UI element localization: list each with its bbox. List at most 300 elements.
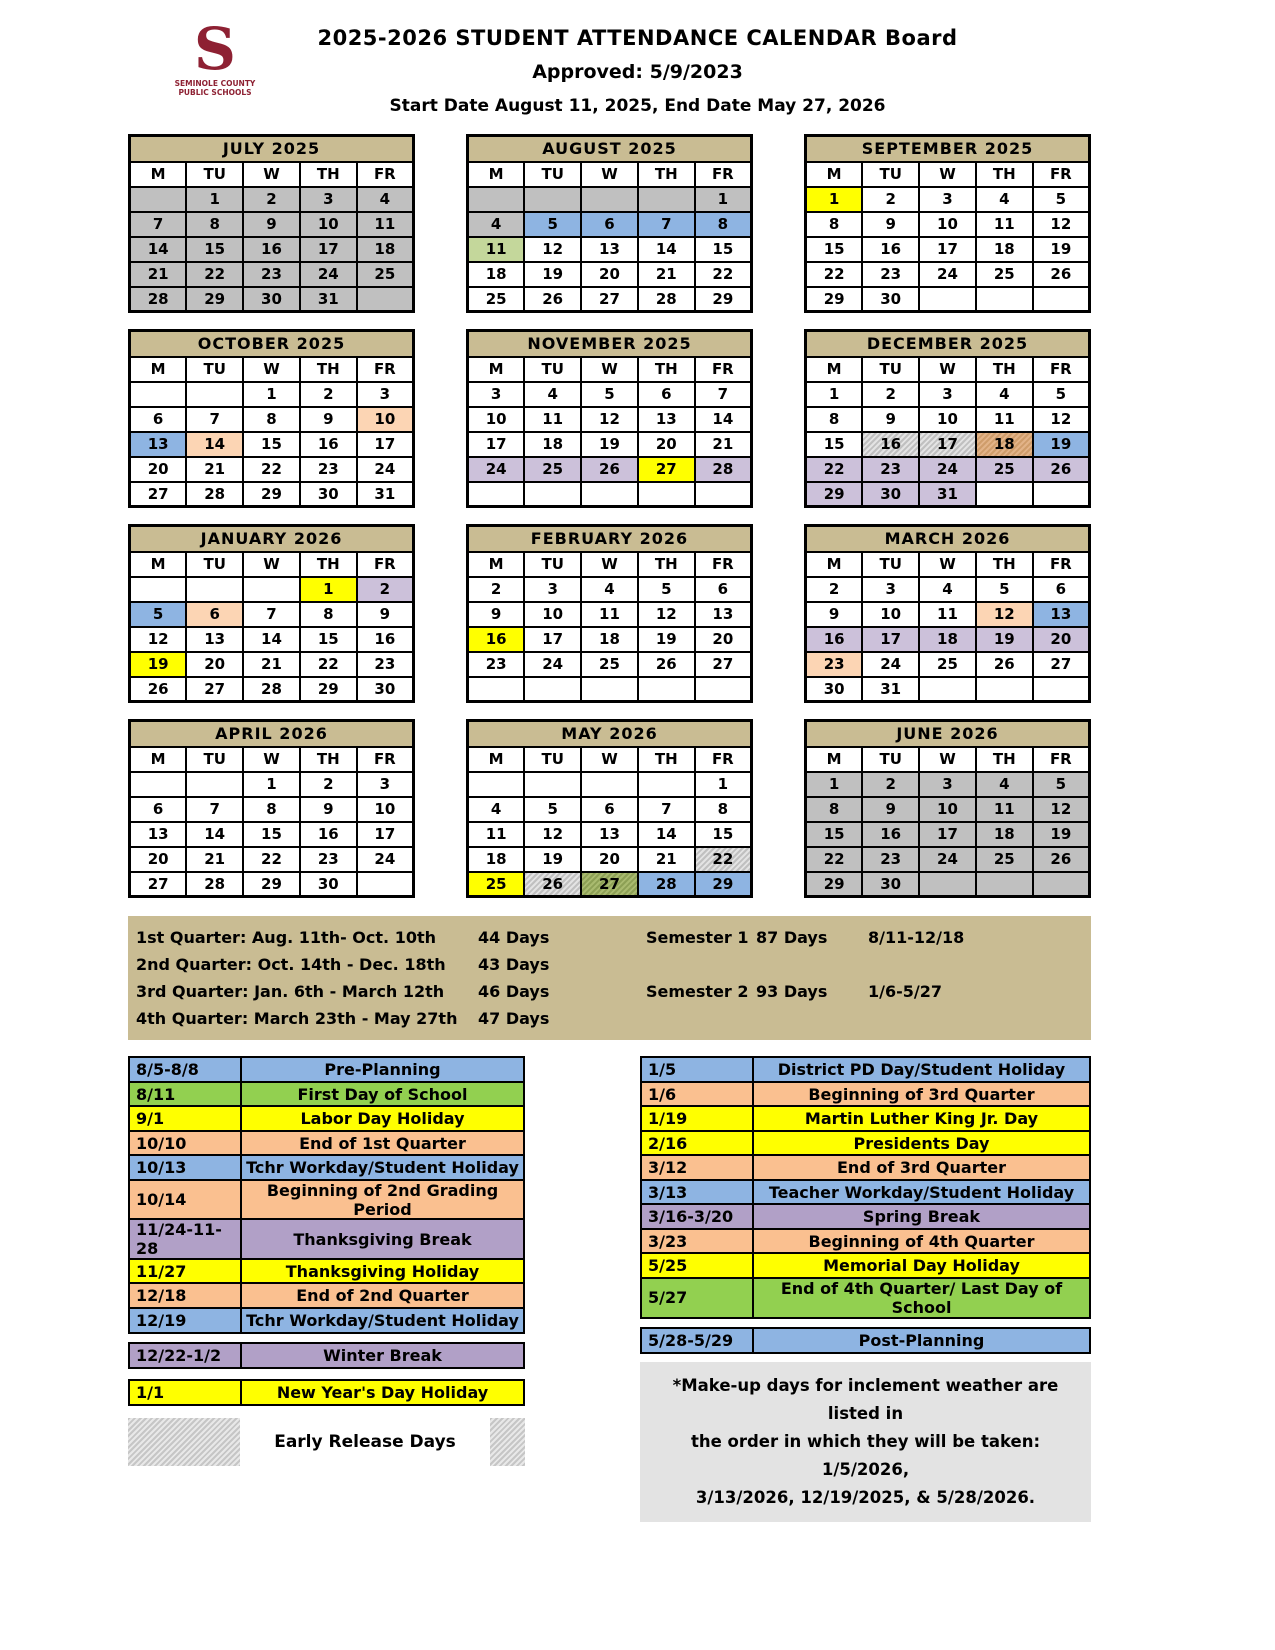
day-cell: 3 — [919, 382, 976, 407]
day-cell: 24 — [919, 847, 976, 872]
day-cell: 11 — [976, 212, 1033, 237]
day-cell-empty — [1033, 482, 1090, 507]
day-cell: 13 — [581, 237, 638, 262]
day-cell: 3 — [919, 772, 976, 797]
day-cell: 19 — [1033, 432, 1090, 457]
day-cell: 30 — [357, 677, 414, 702]
legend-row-beginning-of-4th-quarter — [640, 1228, 1091, 1255]
day-cell: 14 — [186, 432, 243, 457]
day-cell: 17 — [919, 822, 976, 847]
day-cell: 18 — [976, 822, 1033, 847]
day-cell: 22 — [695, 847, 752, 872]
day-cell-empty — [638, 187, 695, 212]
day-cell: 30 — [243, 287, 300, 312]
day-cell: 10 — [468, 407, 525, 432]
day-cell: 1 — [806, 187, 863, 212]
day-cell: 7 — [695, 382, 752, 407]
day-header-fr: FR — [357, 747, 414, 772]
start-end-dates: Start Date August 11, 2025, End Date May 27, 2026 — [389, 96, 886, 116]
month-february-2026 — [466, 524, 753, 703]
day-cell: 13 — [638, 407, 695, 432]
summary-quarter: 3rd Quarter: Jan. 6th - March 12th — [136, 982, 445, 1001]
day-header-fr: FR — [695, 162, 752, 187]
day-cell: 28 — [186, 482, 243, 507]
day-cell: 18 — [919, 627, 976, 652]
day-cell: 16 — [862, 237, 919, 262]
day-cell: 9 — [300, 797, 357, 822]
day-cell: 8 — [806, 212, 863, 237]
day-cell: 2 — [300, 382, 357, 407]
day-cell: 24 — [357, 847, 414, 872]
legend-date: 12/22-1/2 — [130, 1344, 242, 1367]
day-cell: 3 — [357, 772, 414, 797]
day-cell: 8 — [300, 602, 357, 627]
day-cell: 8 — [695, 797, 752, 822]
day-cell: 2 — [300, 772, 357, 797]
day-cell: 28 — [130, 287, 187, 312]
day-cell: 8 — [806, 407, 863, 432]
day-header-fr: FR — [1033, 162, 1090, 187]
day-cell: 25 — [581, 652, 638, 677]
day-cell: 20 — [638, 432, 695, 457]
legend-label: Early Release Days — [240, 1418, 490, 1466]
district-logo-caption — [170, 79, 260, 98]
day-cell: 22 — [300, 652, 357, 677]
legend-row-thanksgiving-holiday — [128, 1258, 525, 1285]
day-cell: 15 — [243, 432, 300, 457]
day-cell: 26 — [976, 652, 1033, 677]
day-cell-empty — [130, 577, 187, 602]
day-cell: 6 — [1033, 577, 1090, 602]
month-title: OCTOBER 2025 — [130, 331, 414, 357]
day-cell-empty — [130, 382, 187, 407]
day-header-w: W — [581, 357, 638, 382]
summary-semester — [646, 951, 756, 978]
day-cell: 17 — [919, 432, 976, 457]
day-cell: 4 — [976, 772, 1033, 797]
legend-row-end-of-1st-quarter — [128, 1130, 525, 1157]
day-cell: 26 — [581, 457, 638, 482]
day-cell: 12 — [581, 407, 638, 432]
day-cell: 12 — [1033, 212, 1090, 237]
day-cell: 9 — [806, 602, 863, 627]
day-cell-empty — [524, 187, 581, 212]
day-cell: 27 — [130, 872, 187, 897]
day-cell: 6 — [186, 602, 243, 627]
day-cell: 2 — [357, 577, 414, 602]
legend-date: 1/6 — [642, 1083, 754, 1106]
day-cell: 1 — [243, 382, 300, 407]
summary-semdays — [756, 951, 868, 978]
day-cell: 19 — [976, 627, 1033, 652]
day-cell: 26 — [1033, 457, 1090, 482]
day-cell: 27 — [695, 652, 752, 677]
note-line: the order in which they will be taken: 1/5/2026, — [690, 1431, 1041, 1479]
day-cell: 5 — [638, 577, 695, 602]
day-cell: 7 — [638, 212, 695, 237]
day-cell-empty — [524, 677, 581, 702]
day-cell: 23 — [862, 847, 919, 872]
day-cell: 21 — [638, 262, 695, 287]
month-september-2025 — [804, 134, 1091, 313]
legend-row-presidents-day — [640, 1130, 1091, 1157]
day-cell: 13 — [130, 822, 187, 847]
day-header-m: M — [130, 357, 187, 382]
day-header-fr: FR — [695, 747, 752, 772]
legend-label: District PD Day/Student Holiday — [777, 1060, 1066, 1079]
day-cell: 10 — [357, 797, 414, 822]
early-release-hatch — [128, 1418, 240, 1466]
day-cell: 2 — [862, 772, 919, 797]
day-header-m: M — [468, 162, 525, 187]
day-cell: 5 — [1033, 382, 1090, 407]
day-header-w: W — [919, 162, 976, 187]
day-cell: 31 — [300, 287, 357, 312]
day-header-tu: TU — [862, 747, 919, 772]
day-cell: 26 — [1033, 847, 1090, 872]
day-cell: 5 — [581, 382, 638, 407]
legend-label: First Day of School — [297, 1084, 468, 1104]
day-header-th: TH — [976, 162, 1033, 187]
day-cell: 17 — [862, 627, 919, 652]
day-cell: 9 — [468, 602, 525, 627]
day-cell: 24 — [468, 457, 525, 482]
day-header-fr: FR — [1033, 357, 1090, 382]
day-cell: 27 — [130, 482, 187, 507]
day-header-tu: TU — [862, 357, 919, 382]
month-title: JUNE 2026 — [806, 721, 1090, 747]
legend-label: Thanksgiving Holiday — [285, 1261, 480, 1281]
day-cell: 6 — [581, 797, 638, 822]
legend-date: 1/19 — [642, 1107, 754, 1130]
day-cell: 12 — [524, 822, 581, 847]
day-cell: 11 — [976, 797, 1033, 822]
legend-row-beginning-of-2nd-grading-period — [128, 1179, 525, 1221]
month-january-2026 — [128, 524, 415, 703]
day-header-th: TH — [300, 357, 357, 382]
day-cell: 8 — [186, 212, 243, 237]
legend-date: 11/27 — [130, 1260, 242, 1283]
day-cell-empty — [976, 677, 1033, 702]
legend-label: Beginning of 3rd Quarter — [808, 1084, 1035, 1104]
day-header-fr: FR — [357, 552, 414, 577]
day-cell: 23 — [862, 262, 919, 287]
day-header-tu: TU — [186, 357, 243, 382]
day-cell-empty — [1033, 677, 1090, 702]
day-cell: 27 — [186, 677, 243, 702]
day-cell: 21 — [638, 847, 695, 872]
day-cell: 24 — [862, 652, 919, 677]
day-cell: 23 — [243, 262, 300, 287]
day-header-w: W — [243, 552, 300, 577]
legend-label: Presidents Day — [853, 1133, 990, 1153]
day-header-th: TH — [638, 357, 695, 382]
legend-row-martin-luther-king-jr-day — [640, 1105, 1091, 1132]
district-logo-caption-line2: PUBLIC SCHOOLS — [178, 88, 252, 98]
day-cell: 16 — [300, 822, 357, 847]
day-cell: 28 — [243, 677, 300, 702]
day-cell: 24 — [919, 457, 976, 482]
day-cell: 15 — [806, 432, 863, 457]
day-header-fr: FR — [695, 552, 752, 577]
summary-row — [136, 951, 1091, 978]
legend-label: Beginning of 2nd Grading Period — [266, 1180, 499, 1219]
day-cell: 7 — [186, 797, 243, 822]
district-logo-caption-line1: SEMINOLE COUNTY — [174, 79, 256, 89]
day-cell: 14 — [695, 407, 752, 432]
day-cell: 21 — [186, 457, 243, 482]
day-cell: 11 — [468, 237, 525, 262]
day-cell: 28 — [638, 287, 695, 312]
day-cell: 18 — [468, 262, 525, 287]
day-header-m: M — [806, 162, 863, 187]
day-cell: 29 — [695, 287, 752, 312]
day-header-fr: FR — [1033, 552, 1090, 577]
day-cell: 25 — [524, 457, 581, 482]
day-header-th: TH — [976, 747, 1033, 772]
day-cell: 3 — [524, 577, 581, 602]
month-title: FEBRUARY 2026 — [468, 526, 752, 552]
day-cell: 13 — [695, 602, 752, 627]
day-cell: 14 — [130, 237, 187, 262]
day-cell: 15 — [243, 822, 300, 847]
month-title: JULY 2025 — [130, 136, 414, 162]
legend-row-new-year-s-day-holiday — [128, 1379, 525, 1406]
legend-row-labor-day-holiday — [128, 1105, 525, 1132]
day-header-m: M — [130, 162, 187, 187]
day-cell: 15 — [806, 822, 863, 847]
day-header-m: M — [130, 552, 187, 577]
day-header-w: W — [919, 357, 976, 382]
month-march-2026 — [804, 524, 1091, 703]
day-cell: 22 — [243, 457, 300, 482]
month-title: AUGUST 2025 — [468, 136, 752, 162]
day-cell: 15 — [695, 237, 752, 262]
month-title: MAY 2026 — [468, 721, 752, 747]
day-cell: 18 — [976, 432, 1033, 457]
day-header-m: M — [806, 747, 863, 772]
day-cell: 17 — [919, 237, 976, 262]
legend-right — [640, 1056, 1091, 1354]
day-cell: 22 — [806, 457, 863, 482]
day-cell-empty — [638, 482, 695, 507]
day-cell: 23 — [862, 457, 919, 482]
day-cell: 3 — [357, 382, 414, 407]
month-april-2026 — [128, 719, 415, 898]
day-cell: 1 — [695, 187, 752, 212]
day-header-th: TH — [300, 162, 357, 187]
month-title: NOVEMBER 2025 — [468, 331, 752, 357]
day-cell: 31 — [862, 677, 919, 702]
day-cell: 23 — [300, 457, 357, 482]
legend-row-pre-planning — [128, 1056, 525, 1083]
legend-date: 3/13 — [642, 1181, 754, 1204]
day-cell-empty — [243, 577, 300, 602]
day-cell-empty — [638, 772, 695, 797]
makeup-days-note — [640, 1362, 1091, 1522]
day-header-tu: TU — [862, 162, 919, 187]
day-cell: 1 — [806, 772, 863, 797]
legend-date: 10/10 — [130, 1132, 242, 1155]
month-title: DECEMBER 2025 — [806, 331, 1090, 357]
day-header-m: M — [806, 552, 863, 577]
legend-label: Teacher Workday/Student Holiday — [768, 1182, 1075, 1202]
summary-semester: Semester 2 — [646, 982, 749, 1001]
day-header-w: W — [243, 357, 300, 382]
legend-label: End of 1st Quarter — [299, 1133, 466, 1153]
day-header-tu: TU — [524, 552, 581, 577]
day-cell: 2 — [862, 187, 919, 212]
day-cell: 13 — [130, 432, 187, 457]
legend-date: 5/28-5/29 — [642, 1329, 754, 1352]
day-header-m: M — [468, 357, 525, 382]
day-header-w: W — [243, 162, 300, 187]
day-cell: 31 — [357, 482, 414, 507]
day-cell: 26 — [524, 872, 581, 897]
day-cell: 10 — [300, 212, 357, 237]
day-cell: 25 — [919, 652, 976, 677]
month-august-2025 — [466, 134, 753, 313]
day-cell: 30 — [300, 872, 357, 897]
summary-days: 44 Days — [478, 928, 550, 947]
day-cell-empty — [524, 482, 581, 507]
day-cell: 7 — [243, 602, 300, 627]
day-cell: 8 — [243, 407, 300, 432]
day-header-th: TH — [300, 552, 357, 577]
legend-date: 10/13 — [130, 1156, 242, 1179]
month-june-2026 — [804, 719, 1091, 898]
legend-date: 10/14 — [130, 1181, 242, 1219]
day-cell: 10 — [524, 602, 581, 627]
day-cell: 9 — [357, 602, 414, 627]
legend-section — [128, 1056, 1091, 1522]
legend-date: 3/23 — [642, 1230, 754, 1253]
day-cell: 6 — [130, 407, 187, 432]
day-cell: 10 — [919, 212, 976, 237]
day-cell: 1 — [300, 577, 357, 602]
day-header-m: M — [468, 747, 525, 772]
day-cell: 7 — [130, 212, 187, 237]
legend-row-thanksgiving-break — [128, 1218, 525, 1260]
approved-date: Approved: 5/9/2023 — [532, 61, 743, 83]
day-header-m: M — [130, 747, 187, 772]
legend-row-first-day-of-school — [128, 1081, 525, 1108]
legend-label: Post-Planning — [858, 1330, 985, 1350]
day-cell: 16 — [806, 627, 863, 652]
day-cell: 22 — [243, 847, 300, 872]
day-header-tu: TU — [186, 162, 243, 187]
day-cell: 11 — [581, 602, 638, 627]
day-header-tu: TU — [862, 552, 919, 577]
day-cell: 28 — [186, 872, 243, 897]
day-header-th: TH — [976, 552, 1033, 577]
day-cell: 2 — [806, 577, 863, 602]
day-cell: 11 — [357, 212, 414, 237]
day-header-th: TH — [976, 357, 1033, 382]
day-header-tu: TU — [186, 552, 243, 577]
day-cell: 14 — [638, 237, 695, 262]
day-cell: 30 — [806, 677, 863, 702]
legend-date: 9/1 — [130, 1107, 242, 1130]
legend-label: Winter Break — [323, 1345, 442, 1365]
day-cell: 4 — [919, 577, 976, 602]
summary-row — [136, 924, 1091, 951]
legend-label: End of 2nd Quarter — [296, 1286, 469, 1305]
day-cell: 24 — [300, 262, 357, 287]
month-october-2025 — [128, 329, 415, 508]
day-cell: 27 — [581, 872, 638, 897]
day-header-m: M — [468, 552, 525, 577]
day-cell: 21 — [186, 847, 243, 872]
summary-range: 8/11-12/18 — [868, 928, 965, 947]
day-header-fr: FR — [695, 357, 752, 382]
day-cell: 4 — [357, 187, 414, 212]
legend-date: 5/27 — [642, 1279, 754, 1317]
day-cell: 5 — [1033, 772, 1090, 797]
legend-left — [128, 1056, 525, 1466]
legend-label: Thanksgiving Break — [293, 1229, 472, 1249]
day-cell-empty — [357, 872, 414, 897]
day-cell: 17 — [300, 237, 357, 262]
day-cell: 19 — [524, 847, 581, 872]
day-cell: 7 — [638, 797, 695, 822]
day-cell: 23 — [468, 652, 525, 677]
summary-days: 43 Days — [478, 955, 550, 974]
day-cell: 9 — [862, 212, 919, 237]
day-cell-empty — [919, 872, 976, 897]
day-header-th: TH — [638, 162, 695, 187]
day-cell: 9 — [862, 407, 919, 432]
day-cell: 12 — [1033, 797, 1090, 822]
summary-semdays: 87 Days — [756, 928, 828, 947]
day-cell: 29 — [806, 287, 863, 312]
day-cell: 13 — [581, 822, 638, 847]
day-cell: 19 — [1033, 237, 1090, 262]
day-cell: 19 — [1033, 822, 1090, 847]
month-december-2025 — [804, 329, 1091, 508]
day-cell: 22 — [186, 262, 243, 287]
day-cell: 18 — [468, 847, 525, 872]
day-cell: 10 — [919, 407, 976, 432]
day-cell: 1 — [243, 772, 300, 797]
day-header-tu: TU — [524, 357, 581, 382]
day-cell: 20 — [695, 627, 752, 652]
note-line: 3/13/2026, 12/19/2025, & 5/28/2026. — [695, 1487, 1036, 1507]
day-cell: 23 — [806, 652, 863, 677]
day-cell: 5 — [1033, 187, 1090, 212]
day-cell: 18 — [581, 627, 638, 652]
summary-semdays — [756, 1005, 868, 1032]
day-cell: 29 — [806, 482, 863, 507]
day-cell: 22 — [806, 847, 863, 872]
day-cell: 4 — [976, 382, 1033, 407]
day-cell: 17 — [357, 432, 414, 457]
legend-right-column — [640, 1056, 1091, 1522]
summary-semester: Semester 1 — [646, 928, 749, 947]
month-title: APRIL 2026 — [130, 721, 414, 747]
day-cell: 29 — [695, 872, 752, 897]
day-cell: 13 — [1033, 602, 1090, 627]
legend-date: 2/16 — [642, 1132, 754, 1155]
legend-label: Labor Day Holiday — [300, 1109, 465, 1128]
day-cell: 5 — [976, 577, 1033, 602]
legend-row-tchr-workday-student-holiday — [128, 1307, 525, 1334]
day-cell-empty — [130, 187, 187, 212]
month-november-2025 — [466, 329, 753, 508]
legend-row-teacher-workday-student-holiday — [640, 1179, 1091, 1206]
day-cell: 20 — [581, 847, 638, 872]
day-cell: 30 — [862, 872, 919, 897]
